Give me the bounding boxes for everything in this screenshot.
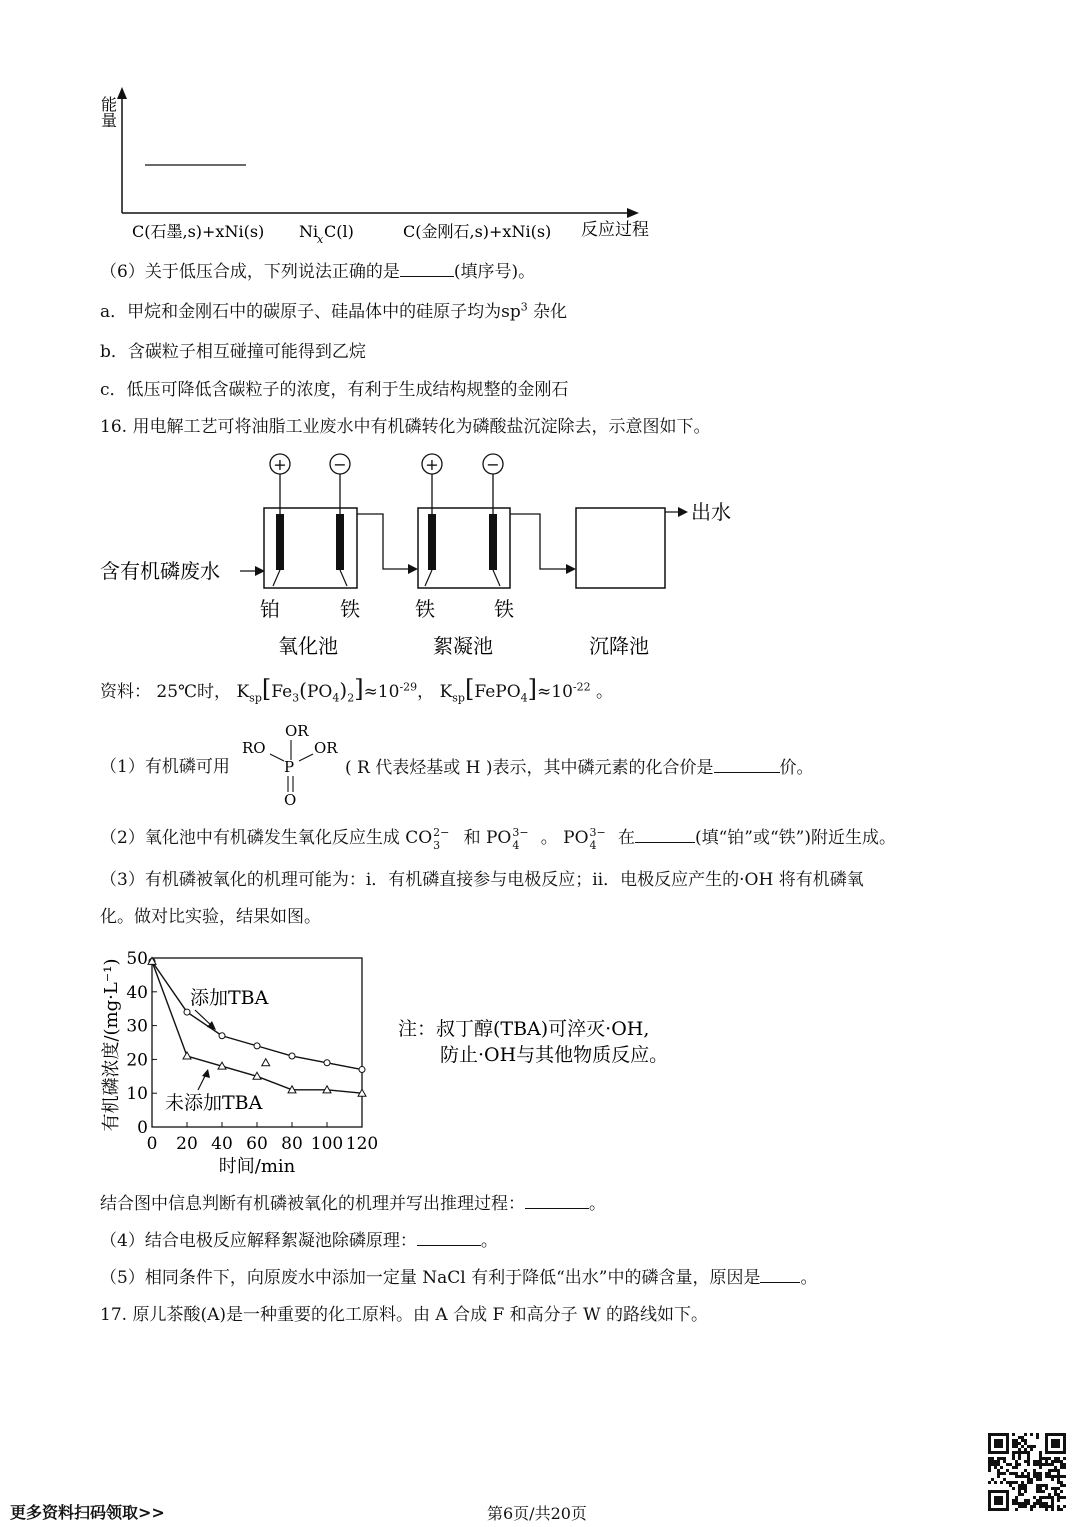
answer-blank[interactable]	[635, 826, 695, 843]
y-tick-label: 30	[126, 1016, 148, 1037]
data-point-circle	[289, 1053, 295, 1059]
energy-diagram	[95, 85, 675, 245]
option-a: a．甲烷和金刚石中的碳原子、硅晶体中的硅原子均为$sp^3$ 杂化	[100, 300, 568, 322]
svg-text:+: +	[273, 455, 287, 474]
svg-text:OR: OR	[285, 722, 309, 740]
y-tick-label: 40	[126, 982, 148, 1003]
svg-text:P: P	[284, 758, 295, 776]
iron-electrode-2	[428, 514, 436, 570]
electrode-label-fe3: 铁	[494, 597, 514, 621]
electrode-label-fe2: 铁	[415, 597, 435, 621]
x-tick-label: 120	[345, 1134, 379, 1154]
q16-3-line2: 化。做对比实验，结果如图。	[100, 907, 321, 927]
x-tick-label: 0	[146, 1134, 158, 1154]
organophosphorus-structure	[240, 720, 345, 812]
tba-chart	[95, 940, 705, 1180]
y-tick-label: 20	[126, 1050, 148, 1071]
page-number: 第6页/共20页	[487, 1504, 587, 1523]
x-label-ni: Ni	[299, 222, 319, 241]
legend-label-without-tba: 未添加TBA	[165, 1092, 263, 1114]
ksp-data-note: 资料： 25℃时， $K_{sp}[Fe_3(PO_4)_2]\approx 10^{-29}$， $K_{sp}[FePO_4]\approx 10^{-22}$ 。	[100, 675, 614, 705]
electrode-label-pt: 铂	[260, 597, 280, 621]
platinum-electrode	[276, 514, 284, 570]
legend-arrowhead-without-tba	[202, 1069, 210, 1078]
qr-code[interactable]	[988, 1433, 1066, 1511]
data-point-circle	[184, 1009, 190, 1015]
x-label-subscript: x	[317, 233, 324, 245]
svg-text:+: +	[425, 455, 439, 474]
x-tick-label: 80	[281, 1134, 303, 1154]
energy-x-arrow	[627, 208, 639, 218]
tank-label-settling: 沉降池	[589, 634, 649, 658]
iron-electrode-1	[336, 514, 344, 570]
x-tick-label: 20	[176, 1134, 198, 1154]
tank-label-oxidation: 氧化池	[278, 634, 338, 658]
energy-y-label: 能量	[98, 96, 118, 128]
x-label-graphite: C(石墨,s)+xNi(s)	[132, 222, 265, 241]
q16-5: （5）相同条件下，向原废水中添加一定量 NaCl 有利于降低“出水”中的磷含量，原因是 。	[100, 1268, 818, 1288]
data-point-circle	[219, 1033, 225, 1039]
q16-3-after: 结合图中信息判断有机磷被氧化的机理并写出推理过程： 。	[100, 1194, 606, 1214]
answer-blank[interactable]	[714, 756, 780, 773]
q17-title: 17. 原儿茶酸(A)是一种重要的化工原料。由 A 合成 F 和高分子 W 的路线如下。	[100, 1305, 708, 1325]
x-label-liquid-c: C(l)	[324, 222, 354, 241]
tank-label-flocculation: 絮凝池	[433, 634, 493, 658]
x-axis-label: 时间/min	[218, 1156, 296, 1177]
answer-blank[interactable]	[400, 260, 454, 277]
q16-title: 16. 用电解工艺可将油脂工业废水中有机磷转化为磷酸盐沉淀除去，示意图如下。	[100, 417, 711, 437]
data-point-triangle	[183, 1052, 191, 1059]
data-point-circle	[254, 1043, 260, 1049]
svg-text:−: −	[333, 455, 347, 474]
svg-text:−: −	[486, 455, 500, 474]
chart-note-line1: 注：叔丁醇(TBA)可淬灭·OH,	[398, 1018, 650, 1040]
series-line-1	[152, 961, 362, 1069]
x-axis-title: 反应过程	[581, 220, 649, 240]
q16-4: （4）结合电极反应解释絮凝池除磷原理： 。	[100, 1231, 498, 1251]
x-tick-label: 60	[246, 1134, 268, 1154]
energy-y-arrow	[117, 87, 127, 99]
iron-electrode-3	[489, 514, 497, 570]
answer-blank[interactable]	[417, 1229, 481, 1246]
q16-1-prefix: （1）有机磷可用	[100, 757, 230, 777]
electrode-label-fe1: 铁	[340, 597, 360, 621]
option-c: c．低压可降低含碳粒子的浓度，有利于生成结构规整的金刚石	[100, 380, 569, 400]
answer-blank[interactable]	[525, 1192, 589, 1209]
x-tick-label: 100	[310, 1134, 344, 1154]
svg-text:O: O	[284, 791, 297, 809]
x-tick-label: 40	[211, 1134, 233, 1154]
q16-3-line1: （3）有机磷被氧化的机理可能为：ⅰ．有机磷直接参与电极反应；ⅱ．电极反应产生的·OH 将有机磷氧	[100, 870, 864, 890]
inlet-label: 含有机磷废水	[100, 559, 220, 583]
footer-promo-link[interactable]: 更多资料扫码领取>>	[10, 1503, 165, 1522]
legend-label-with-tba: 添加TBA	[190, 987, 269, 1009]
q16-1-rest: ( R 代表烃基或 H )表示，其中磷元素的化合价是 价。	[345, 758, 814, 778]
q16-2: （2）氧化池中有机磷发生氧化反应生成 CO 2− 3 和 PO 3− 4 。 PO 3− 4 在 (填“铂”或“铁”)附近生成。	[100, 826, 896, 852]
settling-tank	[576, 508, 665, 588]
outlet-label: 出水	[691, 500, 731, 524]
y-tick-label: 50	[126, 949, 148, 969]
y-axis-label: 有机磷浓度/(mg·L⁻¹)	[101, 958, 122, 1132]
electrolysis-diagram	[95, 448, 755, 663]
answer-blank[interactable]	[760, 1266, 800, 1283]
q15-6-stem: （6）关于低压合成，下列说法正确的是 (填序号)。	[100, 262, 536, 282]
svg-text:RO: RO	[242, 739, 266, 757]
data-point-circle	[359, 1067, 365, 1073]
svg-text:OR: OR	[314, 739, 338, 757]
chart-note-line2: 防止·OH与其他物质反应。	[440, 1044, 669, 1066]
option-b: b．含碳粒子相互碰撞可能得到乙烷	[100, 342, 366, 362]
x-label-diamond: C(金刚石,s)+xNi(s)	[403, 222, 552, 241]
y-tick-label: 10	[126, 1084, 148, 1105]
data-point-outlier	[262, 1059, 270, 1066]
data-point-circle	[324, 1060, 330, 1066]
y-tick-label: 0	[137, 1118, 148, 1138]
